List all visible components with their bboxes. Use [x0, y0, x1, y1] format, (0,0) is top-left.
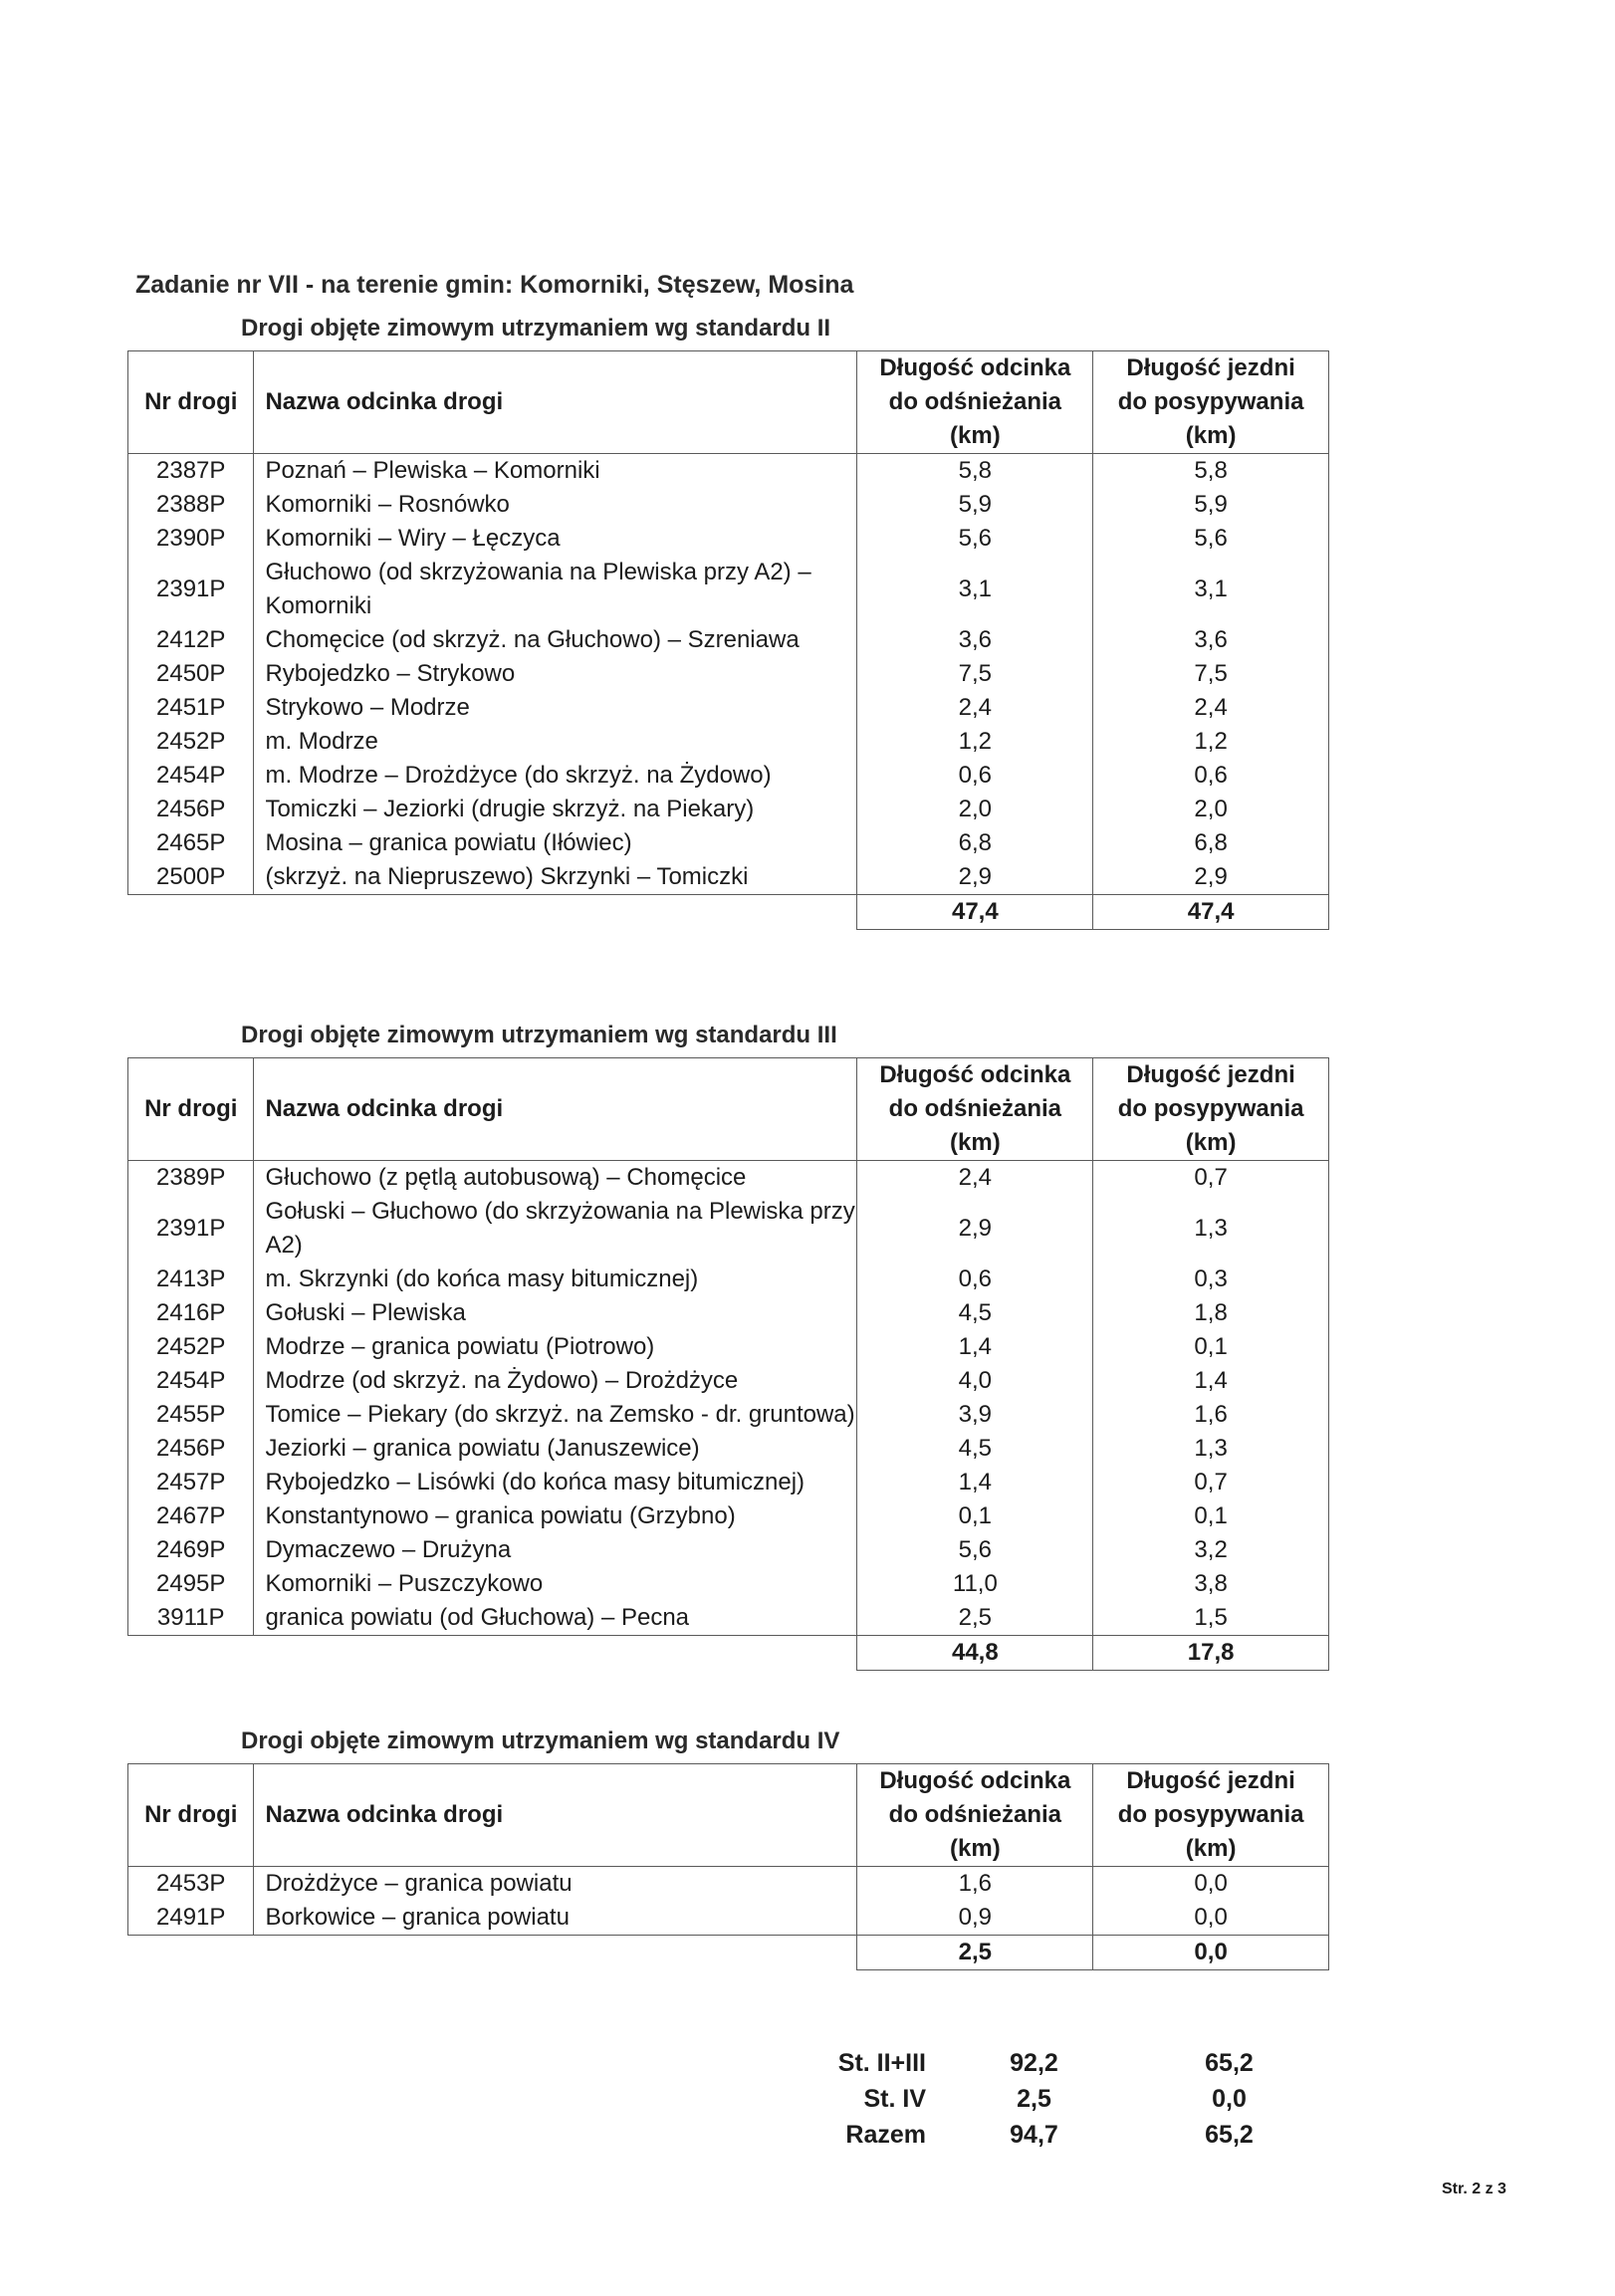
snow-removal-length: 6,8	[857, 826, 1093, 860]
spreading-length: 7,5	[1093, 657, 1329, 691]
header-nr: Nr drogi	[128, 1764, 254, 1867]
table-row	[128, 1161, 1329, 1196]
snow-removal-length: 4,5	[857, 1296, 1093, 1330]
road-number: 2453P	[128, 1867, 254, 1902]
table-header-row	[128, 351, 1329, 454]
snow-removal-length: 1,4	[857, 1466, 1093, 1499]
snow-removal-length: 5,8	[857, 454, 1093, 489]
header-length: Długość odcinka do odśnieżania (km)	[857, 1764, 1093, 1867]
table-row	[128, 657, 1329, 691]
road-section-name: Gołuski – Głuchowo (do skrzyżowania na Plewiska przy A2)	[254, 1195, 857, 1263]
spreading-length: 0,3	[1093, 1263, 1329, 1296]
table-row	[128, 860, 1329, 895]
spreading-length: 5,9	[1093, 488, 1329, 522]
table-row	[128, 1330, 1329, 1364]
header-nr: Nr drogi	[128, 351, 254, 454]
spreading-length: 0,1	[1093, 1330, 1329, 1364]
road-section-name: Konstantynowo – granica powiatu (Grzybno)	[254, 1499, 857, 1533]
table-row	[128, 1567, 1329, 1601]
road-number: 2452P	[128, 1330, 254, 1364]
road-section-name: Tomice – Piekary (do skrzyż. na Zemsko - dr. gruntowa)	[254, 1398, 857, 1432]
spreading-length: 0,1	[1093, 1499, 1329, 1533]
snow-removal-length: 2,4	[857, 691, 1093, 725]
snow-removal-length: 3,1	[857, 556, 1093, 623]
road-section-name: Modrze – granica powiatu (Piotrowo)	[254, 1330, 857, 1364]
spreading-length: 0,7	[1093, 1161, 1329, 1196]
document-title: Zadanie nr VII - na terenie gmin: Komorniki, Stęszew, Mosina	[135, 271, 854, 299]
road-table	[127, 1763, 1329, 1970]
spreading-length: 0,0	[1093, 1901, 1329, 1936]
table-row	[128, 1432, 1329, 1466]
table-row	[128, 1296, 1329, 1330]
header-spread: Długość jezdni do posypywania (km)	[1093, 1764, 1329, 1867]
table-row	[128, 1466, 1329, 1499]
header-spread: Długość jezdni do posypywania (km)	[1093, 351, 1329, 454]
snow-removal-length: 2,9	[857, 1195, 1093, 1263]
road-number: 2412P	[128, 623, 254, 657]
header-name: Nazwa odcinka drogi	[254, 351, 857, 454]
total-length: 2,5	[857, 1936, 1093, 1970]
table-row	[128, 522, 1329, 556]
road-section-name: Gołuski – Plewiska	[254, 1296, 857, 1330]
table-row	[128, 488, 1329, 522]
spreading-length: 2,0	[1093, 793, 1329, 826]
total-spread: 0,0	[1093, 1936, 1329, 1970]
section-title: Drogi objęte zimowym utrzymaniem wg standardu IV	[241, 1727, 840, 1754]
road-section-name: Tomiczki – Jeziorki (drugie skrzyż. na Piekary)	[254, 793, 857, 826]
snow-removal-length: 3,6	[857, 623, 1093, 657]
summary-spread: 65,2	[1205, 2049, 1254, 2077]
road-number: 2450P	[128, 657, 254, 691]
table-row	[128, 623, 1329, 657]
road-section-name: Jeziorki – granica powiatu (Januszewice)	[254, 1432, 857, 1466]
road-number: 2491P	[128, 1901, 254, 1936]
summary-label: St. II+III	[837, 2049, 926, 2077]
road-section-name: Rybojedzko – Lisówki (do końca masy bitumicznej)	[254, 1466, 857, 1499]
road-number: 2452P	[128, 725, 254, 759]
snow-removal-length: 5,6	[857, 1533, 1093, 1567]
road-section-name: Chomęcice (od skrzyż. na Głuchowo) – Szreniawa	[254, 623, 857, 657]
header-nr: Nr drogi	[128, 1058, 254, 1161]
road-number: 2388P	[128, 488, 254, 522]
total-spacer	[254, 1636, 857, 1671]
road-section-name: (skrzyż. na Niepruszewo) Skrzynki – Tomiczki	[254, 860, 857, 895]
summary-spread: 65,2	[1205, 2121, 1254, 2149]
header-name: Nazwa odcinka drogi	[254, 1058, 857, 1161]
header-length: Długość odcinka do odśnieżania (km)	[857, 351, 1093, 454]
total-length: 44,8	[857, 1636, 1093, 1671]
spreading-length: 5,8	[1093, 454, 1329, 489]
summary-length: 92,2	[1010, 2049, 1058, 2077]
summary-label: Razem	[845, 2121, 926, 2149]
summary-spread: 0,0	[1212, 2085, 1247, 2113]
snow-removal-length: 2,9	[857, 860, 1093, 895]
snow-removal-length: 2,0	[857, 793, 1093, 826]
header-spread: Długość jezdni do posypywania (km)	[1093, 1058, 1329, 1161]
road-number: 2500P	[128, 860, 254, 895]
snow-removal-length: 1,2	[857, 725, 1093, 759]
snow-removal-length: 5,6	[857, 522, 1093, 556]
road-table	[127, 1057, 1329, 1671]
road-section-name: Komorniki – Wiry – Łęczyca	[254, 522, 857, 556]
table-row	[128, 454, 1329, 489]
road-number: 3911P	[128, 1601, 254, 1636]
road-number: 2469P	[128, 1533, 254, 1567]
table-row	[128, 1263, 1329, 1296]
table-row	[128, 1364, 1329, 1398]
total-length: 47,4	[857, 895, 1093, 930]
road-section-name: Głuchowo (od skrzyżowania na Plewiska przy A2) – Komorniki	[254, 556, 857, 623]
snow-removal-length: 0,9	[857, 1901, 1093, 1936]
spreading-length: 6,8	[1093, 826, 1329, 860]
section-title: Drogi objęte zimowym utrzymaniem wg standardu II	[241, 315, 831, 342]
spreading-length: 1,3	[1093, 1195, 1329, 1263]
road-section-name: Mosina – granica powiatu (Iłówiec)	[254, 826, 857, 860]
road-number: 2456P	[128, 793, 254, 826]
road-section-name: Borkowice – granica powiatu	[254, 1901, 857, 1936]
summary-length: 94,7	[1010, 2121, 1058, 2149]
table-total-row	[128, 895, 1329, 930]
table-row	[128, 556, 1329, 623]
road-table	[127, 350, 1329, 930]
road-section-name: m. Modrze – Drożdżyce (do skrzyż. na Żydowo)	[254, 759, 857, 793]
summary-length: 2,5	[1017, 2085, 1051, 2113]
snow-removal-length: 4,5	[857, 1432, 1093, 1466]
road-section-name: m. Skrzynki (do końca masy bitumicznej)	[254, 1263, 857, 1296]
summary-label: St. IV	[863, 2085, 926, 2113]
road-section-name: Komorniki – Puszczykowo	[254, 1567, 857, 1601]
header-length: Długość odcinka do odśnieżania (km)	[857, 1058, 1093, 1161]
table-row	[128, 725, 1329, 759]
road-section-name: Poznań – Plewiska – Komorniki	[254, 454, 857, 489]
spreading-length: 1,5	[1093, 1601, 1329, 1636]
road-section-name: Komorniki – Rosnówko	[254, 488, 857, 522]
table-row	[128, 826, 1329, 860]
road-number: 2457P	[128, 1466, 254, 1499]
road-number: 2390P	[128, 522, 254, 556]
table-total-row	[128, 1936, 1329, 1970]
total-spacer	[254, 895, 857, 930]
road-section-name: Rybojedzko – Strykowo	[254, 657, 857, 691]
road-number: 2456P	[128, 1432, 254, 1466]
snow-removal-length: 2,4	[857, 1161, 1093, 1196]
snow-removal-length: 0,6	[857, 1263, 1093, 1296]
road-section-name: Drożdżyce – granica powiatu	[254, 1867, 857, 1902]
snow-removal-length: 3,9	[857, 1398, 1093, 1432]
spreading-length: 0,7	[1093, 1466, 1329, 1499]
section-title: Drogi objęte zimowym utrzymaniem wg standardu III	[241, 1022, 837, 1048]
page-number: Str. 2 z 3	[1442, 2181, 1506, 2197]
road-section-name: Dymaczewo – Drużyna	[254, 1533, 857, 1567]
spreading-length: 1,6	[1093, 1398, 1329, 1432]
snow-removal-length: 4,0	[857, 1364, 1093, 1398]
snow-removal-length: 1,4	[857, 1330, 1093, 1364]
table-row	[128, 1398, 1329, 1432]
table-row	[128, 759, 1329, 793]
table-row	[128, 1533, 1329, 1567]
table-row	[128, 1601, 1329, 1636]
snow-removal-length: 2,5	[857, 1601, 1093, 1636]
table-row	[128, 793, 1329, 826]
road-number: 2465P	[128, 826, 254, 860]
snow-removal-length: 0,6	[857, 759, 1093, 793]
road-section-name: Strykowo – Modrze	[254, 691, 857, 725]
snow-removal-length: 7,5	[857, 657, 1093, 691]
total-spacer	[254, 1936, 857, 1970]
road-number: 2391P	[128, 1195, 254, 1263]
table-header-row	[128, 1764, 1329, 1867]
snow-removal-length: 5,9	[857, 488, 1093, 522]
spreading-length: 1,3	[1093, 1432, 1329, 1466]
road-number: 2495P	[128, 1567, 254, 1601]
road-section-name: Modrze (od skrzyż. na Żydowo) – Drożdżyce	[254, 1364, 857, 1398]
road-number: 2454P	[128, 759, 254, 793]
spreading-length: 2,4	[1093, 691, 1329, 725]
road-section-name: granica powiatu (od Głuchowa) – Pecna	[254, 1601, 857, 1636]
road-number: 2454P	[128, 1364, 254, 1398]
spreading-length: 1,4	[1093, 1364, 1329, 1398]
table-header-row	[128, 1058, 1329, 1161]
spreading-length: 5,6	[1093, 522, 1329, 556]
snow-removal-length: 0,1	[857, 1499, 1093, 1533]
road-number: 2391P	[128, 556, 254, 623]
total-spread: 47,4	[1093, 895, 1329, 930]
spreading-length: 1,8	[1093, 1296, 1329, 1330]
table-row	[128, 1901, 1329, 1936]
table-row	[128, 691, 1329, 725]
road-number: 2455P	[128, 1398, 254, 1432]
total-spacer	[128, 895, 254, 930]
spreading-length: 3,8	[1093, 1567, 1329, 1601]
spreading-length: 1,2	[1093, 725, 1329, 759]
spreading-length: 2,9	[1093, 860, 1329, 895]
total-spacer	[128, 1636, 254, 1671]
table-total-row	[128, 1636, 1329, 1671]
spreading-length: 0,6	[1093, 759, 1329, 793]
road-number: 2467P	[128, 1499, 254, 1533]
spreading-length: 0,0	[1093, 1867, 1329, 1902]
table-row	[128, 1867, 1329, 1902]
snow-removal-length: 1,6	[857, 1867, 1093, 1902]
road-number: 2416P	[128, 1296, 254, 1330]
road-number: 2413P	[128, 1263, 254, 1296]
road-section-name: m. Modrze	[254, 725, 857, 759]
snow-removal-length: 11,0	[857, 1567, 1093, 1601]
table-row	[128, 1195, 1329, 1263]
road-number: 2387P	[128, 454, 254, 489]
road-number: 2451P	[128, 691, 254, 725]
table-row	[128, 1499, 1329, 1533]
spreading-length: 3,1	[1093, 556, 1329, 623]
spreading-length: 3,2	[1093, 1533, 1329, 1567]
total-spread: 17,8	[1093, 1636, 1329, 1671]
road-section-name: Głuchowo (z pętlą autobusową) – Chomęcice	[254, 1161, 857, 1196]
total-spacer	[128, 1936, 254, 1970]
road-number: 2389P	[128, 1161, 254, 1196]
spreading-length: 3,6	[1093, 623, 1329, 657]
header-name: Nazwa odcinka drogi	[254, 1764, 857, 1867]
